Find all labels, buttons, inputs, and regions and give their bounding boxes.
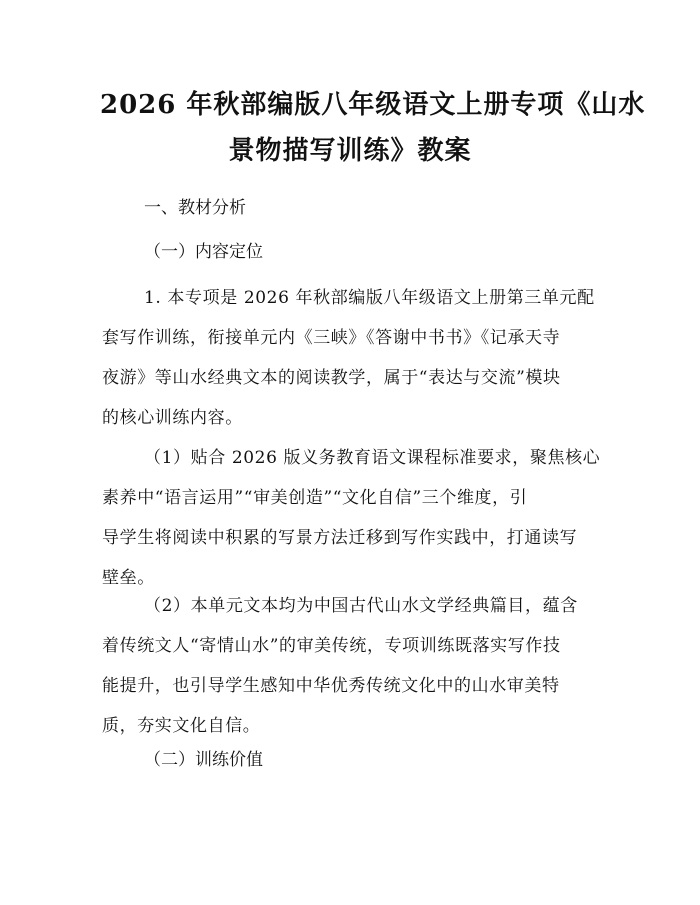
paragraph-3 bbox=[102, 594, 598, 754]
document-title-line-1: 2026 年秋部编版八年级语文上册专项《山水 bbox=[100, 90, 646, 120]
paragraph-2 bbox=[102, 446, 601, 606]
paragraph-1 bbox=[102, 286, 598, 446]
subsection-heading-content-positioning: （一）内容定位 bbox=[144, 242, 263, 262]
paragraph-2-line: 素养中“语言运用”“审美创造”“文化自信”三个维度，引 bbox=[102, 488, 528, 508]
section-heading-teaching-material-analysis: 一、教材分析 bbox=[144, 198, 246, 218]
paragraph-3-line: （2）本单元文本均为中国古代山水文学经典篇目，蕴含 bbox=[144, 596, 578, 616]
paragraph-2-line: （1）贴合 2026 版义务教育语文课程标准要求，聚焦核心 bbox=[144, 448, 601, 468]
paragraph-2-line: 导学生将阅读中积累的写景方法迁移到写作实践中，打通读写 bbox=[102, 528, 578, 548]
subsection-heading-training-value: （二）训练价值 bbox=[144, 750, 263, 770]
paragraph-1-line: 套写作训练，衔接单元内《三峡》《答谢中书书》《记承天寺 bbox=[102, 328, 561, 348]
paragraph-1-line: 1. 本专项是 2026 年秋部编版八年级语文上册第三单元配 bbox=[144, 288, 595, 308]
paragraph-1-line: 的核心训练内容。 bbox=[102, 408, 243, 428]
paragraph-3-line: 着传统文人“寄情山水”的审美传统，专项训练既落实写作技 bbox=[102, 636, 561, 656]
paragraph-3-line: 能提升，也引导学生感知中华优秀传统文化中的山水审美特 bbox=[102, 676, 560, 696]
paragraph-1-line: 夜游》等山水经典文本的阅读教学，属于“表达与交流”模块 bbox=[102, 368, 561, 388]
document-title-line-2: 景物描写训练》教案 bbox=[228, 136, 472, 166]
paragraph-3-line: 质，夯实文化自信。 bbox=[102, 716, 261, 736]
paragraph-2-line: 壁垒。 bbox=[102, 568, 155, 588]
